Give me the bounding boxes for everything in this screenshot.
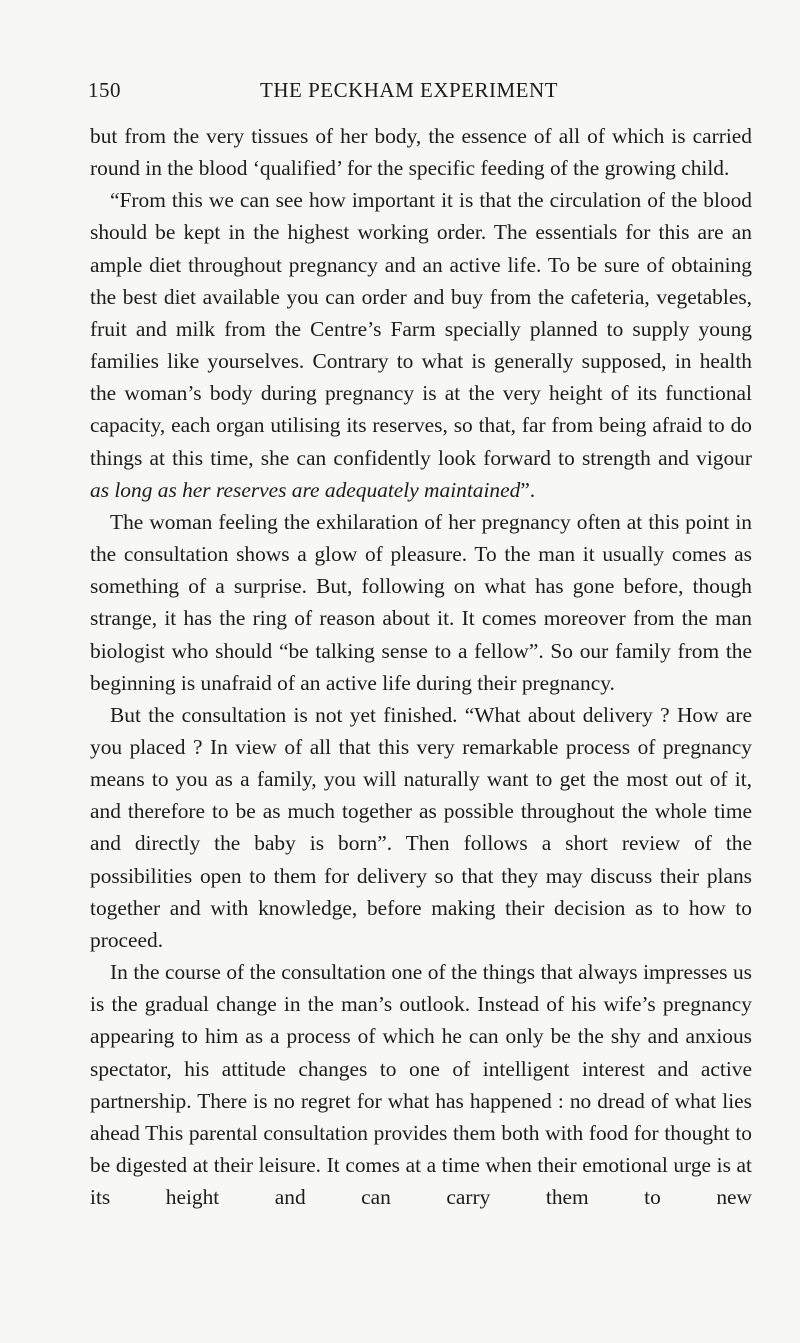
paragraph-2-end: ”. [520,477,536,502]
page-number: 150 [88,78,121,102]
paragraph-2-text: “From this we can see how important it is that the circulation of the blood should be kept in the highest working order. The essentials for this are an ample diet throughout pregnancy and an active life. To be sure of obtaining the best diet available you can order and buy from the cafeteria, vegetables, fruit and milk from the Centre’s Farm specially planned to supply young families like yourselves. Contrary to what is generally supposed, in health the woman’s body during pregnancy is at the very height of its functional capacity, each organ utilising its reserves, so that, far from being afraid to do things at this time, she can confidently look forward to strength and vigour [90,188,752,470]
paragraph-3: The woman feeling the exhilaration of her pregnancy often at this point in the consultation shows a glow of pleasure. To the man it usually comes as something of a surprise. But, following on what has gone before, though strange, it has the ring of reason about it. It comes moreover from the man biologist who should “be talking sense to a fellow”. So our family from the beginning is unafraid of an active life during their pregnancy. [90,509,752,695]
paragraph-2 [90,184,752,506]
page-header [88,78,730,112]
running-title: THE PECKHAM EXPERIMENT [260,78,558,102]
paragraph-1: but from the very tissues of her body, the essence of all of which is carried round in the blood ‘qualified’ for the specific feeding of the growing child. [90,124,752,181]
paragraph-4: But the consultation is not yet finished. “What about delivery ? How are you placed ? In view of all that this very remarkable process of pregnancy means to you as a family, you will naturally want to get the most out of it, and therefore to be as much together as possible throughout the whole time and directly the baby is born”. Then follows a short review of the possibilities open to them for delivery so that they may discuss their plans together and with knowledge, before making their decision as to how to proceed. [90,702,752,952]
paragraph-5: In the course of the consultation one of the things that always impresses us is the gradual change in the man’s outlook. Instead of his wife’s pregnancy appearing to him as a process of which he can only be the shy and anxious spectator, his attitude changes to one of intelligent interest and active partnership. There is no regret for what has happened : no dread of what lies ahead This parental consultation provides them both with food for thought to be digested at their leisure. It comes at a time when their emotional urge is at its height and can carry them to new [90,960,752,1210]
paragraph-2-italic: as long as her reserves are adequately maintained [90,477,521,502]
body-text [90,120,752,1213]
